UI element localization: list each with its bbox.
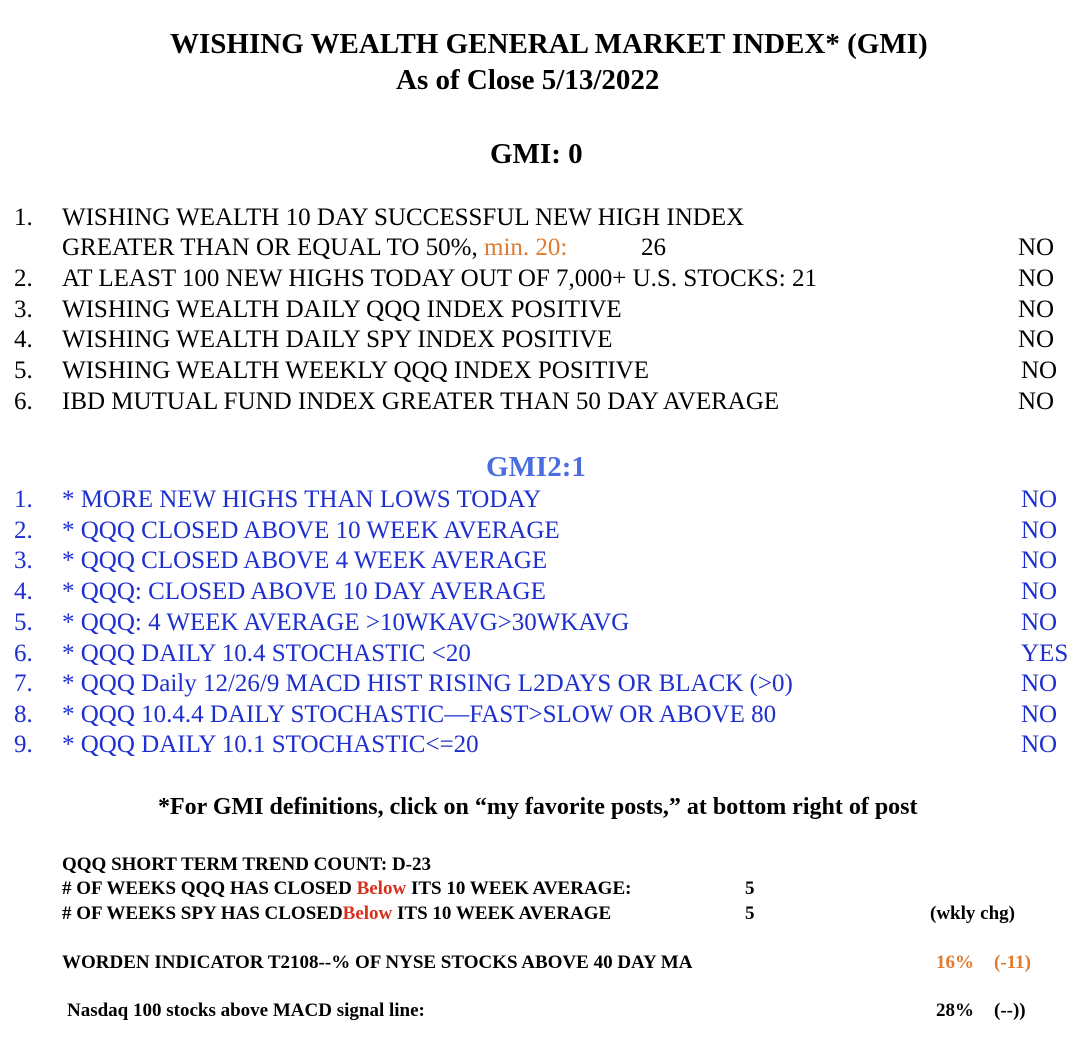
item-text: IBD MUTUAL FUND INDEX GREATER THAN 50 DAY AVERAGE	[62, 388, 780, 415]
item-number: 8.	[14, 701, 33, 728]
item-text: * MORE NEW HIGHS THAN LOWS TODAY	[62, 486, 542, 513]
item-number: 2.	[14, 265, 33, 292]
item-text-line2	[62, 234, 567, 262]
item-text: * QQQ 10.4.4 DAILY STOCHASTIC—FAST>SLOW OR ABOVE 80	[62, 701, 777, 728]
item-answer: NO	[1021, 517, 1058, 544]
item-number: 5.	[14, 357, 33, 384]
qqq-weeks-value: 5	[745, 878, 755, 899]
item-answer: NO	[1018, 265, 1055, 292]
item-answer: NO	[1021, 731, 1058, 758]
item-answer: NO	[1021, 578, 1058, 605]
item-number: 2.	[14, 517, 33, 544]
trend-count: QQQ SHORT TERM TREND COUNT: D-23	[62, 854, 431, 875]
item-answer: YES	[1021, 640, 1069, 667]
footnote: *For GMI definitions, click on “my favorite posts,” at bottom right of post	[158, 794, 918, 820]
item-text: * QQQ: 4 WEEK AVERAGE >10WKAVG>30WKAVG	[62, 609, 630, 636]
item-answer: NO	[1018, 296, 1055, 323]
item-text-part: GREATER THAN OR EQUAL TO 50%,	[62, 234, 478, 261]
qqq-weeks-label	[62, 878, 631, 900]
label-part: ITS 10 WEEK AVERAGE	[397, 903, 612, 924]
min-threshold: min. 20:	[484, 234, 568, 261]
item-number: 9.	[14, 731, 33, 758]
weekly-change-header: (wkly chg)	[930, 903, 1015, 924]
item-number: 6.	[14, 640, 33, 667]
item-number: 1.	[14, 204, 33, 231]
page-title: WISHING WEALTH GENERAL MARKET INDEX* (GMI)	[170, 28, 928, 60]
item-number: 7.	[14, 670, 33, 697]
item-text: WISHING WEALTH WEEKLY QQQ INDEX POSITIVE	[62, 357, 649, 384]
as-of-date: As of Close 5/13/2022	[396, 64, 660, 96]
item-text: * QQQ: CLOSED ABOVE 10 DAY AVERAGE	[62, 578, 546, 605]
item-number: 1.	[14, 486, 33, 513]
label-part: # OF WEEKS SPY HAS CLOSED	[62, 903, 343, 924]
worden-change: (-11)	[994, 952, 1031, 973]
item-number: 4.	[14, 578, 33, 605]
item-number: 4.	[14, 326, 33, 353]
item-answer: NO	[1021, 701, 1058, 728]
item-text: WISHING WEALTH DAILY QQQ INDEX POSITIVE	[62, 296, 622, 323]
worden-value: 16%	[936, 952, 974, 973]
item-number: 3.	[14, 296, 33, 323]
item-text: WISHING WEALTH 10 DAY SUCCESSFUL NEW HIGH INDEX	[62, 204, 745, 231]
item-answer: NO	[1021, 357, 1058, 384]
item-text: WISHING WEALTH DAILY SPY INDEX POSITIVE	[62, 326, 613, 353]
item-answer: NO	[1018, 326, 1055, 353]
label-part: # OF WEEKS QQQ HAS CLOSED	[62, 878, 352, 899]
gmi-value: GMI: 0	[490, 138, 583, 170]
item-text: * QQQ DAILY 10.1 STOCHASTIC<=20	[62, 731, 479, 758]
label-part: ITS 10 WEEK AVERAGE:	[410, 878, 632, 899]
below-label: Below	[356, 878, 407, 899]
item-answer: NO	[1018, 388, 1055, 415]
item-text: * QQQ Daily 12/26/9 MACD HIST RISING L2DAYS OR BLACK (>0)	[62, 670, 793, 697]
item-answer: NO	[1021, 547, 1058, 574]
spy-weeks-value: 5	[745, 903, 755, 924]
item-text: * QQQ CLOSED ABOVE 10 WEEK AVERAGE	[62, 517, 560, 544]
item-number: 5.	[14, 609, 33, 636]
item-text: * QQQ DAILY 10.4 STOCHASTIC <20	[62, 640, 471, 667]
item-answer: NO	[1021, 670, 1058, 697]
item-answer: NO	[1018, 234, 1055, 261]
nasdaq-value: 28%	[936, 1000, 974, 1021]
worden-label: WORDEN INDICATOR T2108--% OF NYSE STOCKS ABOVE 40 DAY MA	[62, 952, 693, 973]
gmi2-title: GMI2:1	[486, 451, 586, 483]
nasdaq-label: Nasdaq 100 stocks above MACD signal line:	[67, 1000, 425, 1021]
item-number: 3.	[14, 547, 33, 574]
nasdaq-change: (--))	[994, 1000, 1026, 1021]
spy-weeks-label	[62, 903, 611, 925]
item-number: 6.	[14, 388, 33, 415]
item-text: * QQQ CLOSED ABOVE 4 WEEK AVERAGE	[62, 547, 548, 574]
item-value: 26	[641, 234, 666, 261]
item-text: AT LEAST 100 NEW HIGHS TODAY OUT OF 7,000+ U.S. STOCKS: 21	[62, 265, 817, 292]
below-label: Below	[342, 903, 393, 924]
item-answer: NO	[1021, 609, 1058, 636]
item-answer: NO	[1021, 486, 1058, 513]
